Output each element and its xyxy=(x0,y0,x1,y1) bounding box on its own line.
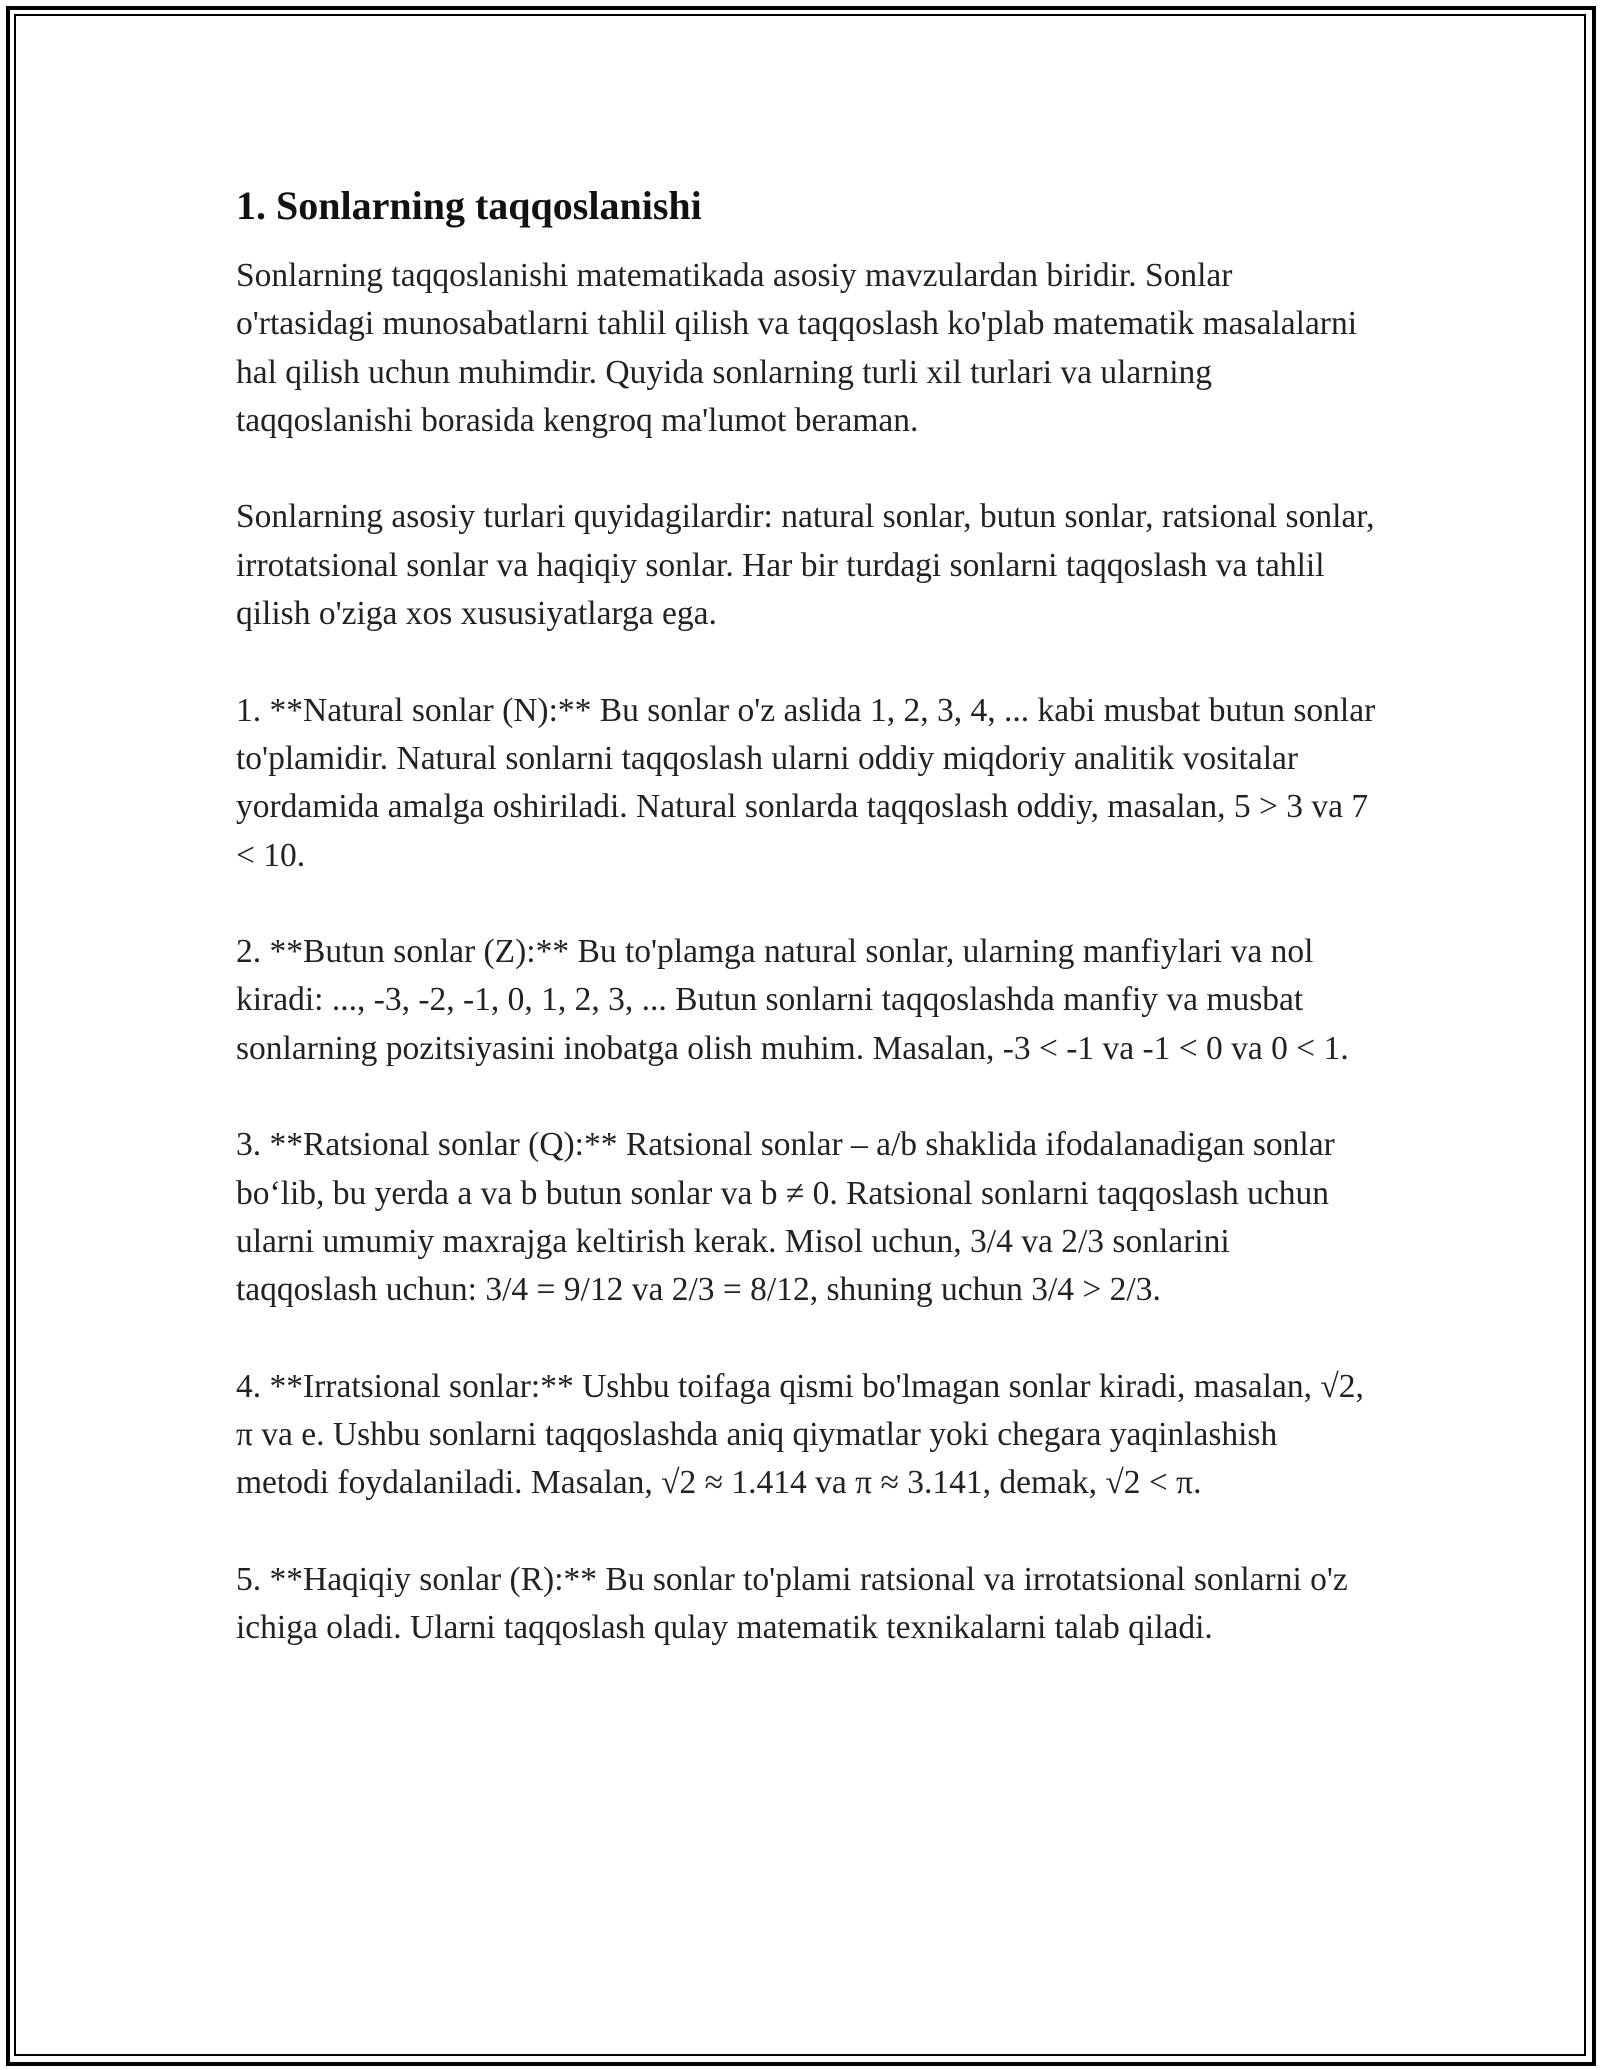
document-body xyxy=(236,182,1376,1701)
page-title: 1. Sonlarning taqqoslanishi xyxy=(236,183,702,228)
paragraph-rational-numbers: 3. **Ratsional sonlar (Q):** Ratsional sonlar – a/b shaklida ifodalanadigan sonlar bo‘lib, bu yerda a va b butun sonlar va b ≠ 0. Ratsional sonlarni taqqoslash uchun ularni umumiy maxrajga keltirish kerak. Misol uchun, 3/4 va 2/3 sonlarini taqqoslash uchun: 3/4 = 9/12 va 2/3 = 8/12, shuning uchun 3/4 > 2/3. xyxy=(236,1126,1335,1309)
paragraph-real-numbers: 5. **Haqiqiy sonlar (R):** Bu sonlar to'plami ratsional va irrotatsional sonlarni o'z ichiga oladi. Ularni taqqoslash qulay matematik texnikalarni talab qiladi. xyxy=(236,1561,1348,1647)
paragraph-integers: 2. **Butun sonlar (Z):** Bu to'plamga natural sonlar, ularning manfiylari va nol kiradi: ..., -3, -2, -1, 0, 1, 2, 3, ... Butun sonlarni taqqoslashda manfiy va musbat sonlarning pozitsiyasini inobatga olish muhim. Masalan, -3 < -1 va -1 < 0 va 0 < 1. xyxy=(236,933,1349,1067)
paragraph-number-types: Sonlarning asosiy turlari quyidagilardir: natural sonlar, butun sonlar, ratsional sonlar, irrotatsional sonlar va haqiqiy sonlar. Har bir turdagi sonlarni taqqoslash va tahlil qilish o'ziga xos xususiyatlarga ega. xyxy=(236,498,1375,633)
paragraph-intro: Sonlarning taqqoslanishi matematikada asosiy mavzulardan biridir. Sonlar o'rtasidagi munosabatlarni tahlil qilish va taqqoslash ko'plab matematik masalalarni hal qilish uchun muhimdir. Quyida sonlarning turli xil turlari va ularning taqqoslanishi borasida kengroq ma'lumot beraman. xyxy=(236,257,1358,439)
paragraph-natural-numbers: 1. **Natural sonlar (N):** Bu sonlar o'z aslida 1, 2, 3, 4, ... kabi musbat butun sonlar to'plamidir. Natural sonlarni taqqoslash ularni oddiy miqdoriy analitik vositalar yordamida amalga oshiriladi. Natural sonlarda taqqoslash oddiy, masalan, 5 > 3 va 7 < 10. xyxy=(236,691,1376,874)
paragraph-irrational-numbers: 4. **Irratsional sonlar:** Ushbu toifaga qismi bo'lmagan sonlar kiradi, masalan, √2, π va e. Ushbu sonlarni taqqoslashda aniq qiymatlar yoki chegara yaqinlashish metodi foydalaniladi. Masalan, √2 ≈ 1.414 va π ≈ 3.141, demak, √2 < π. xyxy=(236,1367,1364,1502)
